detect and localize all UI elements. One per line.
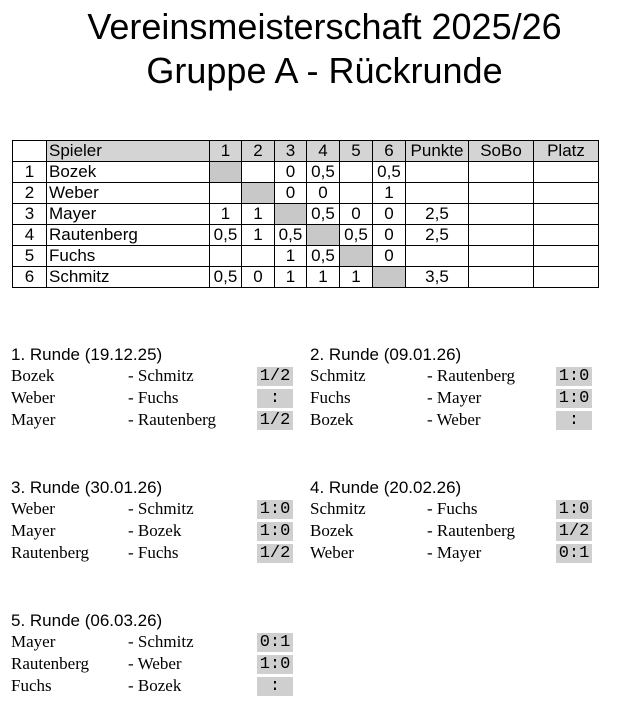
- row-number: 3: [13, 204, 47, 225]
- row-number: 2: [13, 183, 47, 204]
- sobo-cell: [469, 267, 534, 288]
- away-player: - Bozek: [128, 676, 182, 695]
- round-title: 5. Runde (06.03.26): [11, 611, 163, 630]
- player-name: Rautenberg: [47, 225, 210, 246]
- row-number: 4: [13, 225, 47, 246]
- round-3-block: [11, 478, 291, 564]
- score-cell: 0,5: [307, 204, 340, 225]
- away-player: - Fuchs: [427, 499, 478, 518]
- pairing-row: [310, 387, 590, 409]
- header-cell: Punkte: [406, 141, 469, 162]
- header-cell: Spieler: [47, 141, 210, 162]
- result-field[interactable]: 1:0: [556, 367, 592, 386]
- sobo-cell: [469, 246, 534, 267]
- result-field[interactable]: 0:1: [556, 544, 592, 563]
- header-cell: 5: [340, 141, 373, 162]
- pairing-row: [11, 631, 291, 653]
- table-row: [13, 225, 599, 246]
- round-title: 3. Runde (30.01.26): [11, 478, 163, 497]
- result-field[interactable]: 1:0: [257, 500, 293, 519]
- pairing-row: [11, 498, 291, 520]
- score-cell: 0: [242, 267, 275, 288]
- result-field[interactable]: :: [556, 411, 592, 430]
- result-field[interactable]: 1/2: [556, 522, 592, 541]
- home-player: Rautenberg: [11, 654, 90, 673]
- round-2-block: [310, 345, 590, 431]
- table-header-row: [13, 141, 599, 162]
- pairing-row: [310, 365, 590, 387]
- score-cell: 0,5: [210, 225, 242, 246]
- result-field[interactable]: 1/2: [257, 411, 293, 430]
- home-player: Bozek: [310, 410, 354, 429]
- result-field[interactable]: 1/2: [257, 367, 293, 386]
- score-cell: 0,5: [307, 246, 340, 267]
- score-cell: 1: [340, 267, 373, 288]
- player-name: Fuchs: [47, 246, 210, 267]
- rank-cell: [534, 267, 599, 288]
- score-cell: [242, 183, 275, 204]
- sobo-cell: [469, 183, 534, 204]
- home-player: Bozek: [11, 366, 55, 385]
- points-cell: 2,5: [406, 204, 469, 225]
- away-player: - Schmitz: [128, 499, 194, 518]
- score-cell: 0: [373, 225, 406, 246]
- pairing-row: [11, 520, 291, 542]
- score-cell: [210, 246, 242, 267]
- home-player: Rautenberg: [11, 543, 90, 562]
- round-5-block: [11, 611, 291, 697]
- pairing-row: [310, 409, 580, 431]
- score-cell: [242, 246, 275, 267]
- header-cell: 1: [210, 141, 242, 162]
- home-player: Mayer: [11, 632, 56, 651]
- away-player: - Rautenberg: [427, 366, 515, 385]
- sobo-cell: [469, 225, 534, 246]
- score-cell: 1: [275, 267, 307, 288]
- rank-cell: [534, 204, 599, 225]
- score-cell: [373, 267, 406, 288]
- home-player: Bozek: [310, 521, 354, 540]
- pairing-row: [11, 542, 291, 564]
- home-player: Mayer: [11, 410, 56, 429]
- home-player: Schmitz: [310, 499, 366, 518]
- points-cell: 2,5: [406, 225, 469, 246]
- score-cell: [340, 183, 373, 204]
- pairing-row: [310, 520, 590, 542]
- score-cell: 1: [373, 183, 406, 204]
- pairing-row: [310, 498, 590, 520]
- player-name: Mayer: [47, 204, 210, 225]
- result-field[interactable]: 1:0: [257, 655, 293, 674]
- standings-table: [12, 140, 599, 288]
- result-field[interactable]: 1:0: [556, 500, 592, 519]
- pairing-row: [11, 409, 291, 431]
- score-cell: 0: [275, 183, 307, 204]
- round-4-block: [310, 478, 590, 564]
- header-cell: Platz: [534, 141, 599, 162]
- score-cell: [275, 204, 307, 225]
- pairing-row: [11, 365, 291, 387]
- home-player: Weber: [11, 499, 55, 518]
- table-row: [13, 267, 599, 288]
- away-player: - Weber: [427, 410, 481, 429]
- score-cell: 0: [307, 183, 340, 204]
- score-cell: 0: [340, 204, 373, 225]
- away-player: - Bozek: [128, 521, 182, 540]
- away-player: - Weber: [128, 654, 182, 673]
- score-cell: 0: [373, 246, 406, 267]
- away-player: - Rautenberg: [427, 521, 515, 540]
- score-cell: 1: [242, 225, 275, 246]
- score-cell: 1: [275, 246, 307, 267]
- home-player: Fuchs: [310, 388, 351, 407]
- score-cell: 1: [210, 204, 242, 225]
- score-cell: [242, 162, 275, 183]
- round-1-block: [11, 345, 291, 431]
- table-row: [13, 246, 599, 267]
- pairing-row: [310, 542, 590, 564]
- points-cell: [406, 162, 469, 183]
- table-row: [13, 204, 599, 225]
- score-cell: 0: [373, 204, 406, 225]
- row-number: 1: [13, 162, 47, 183]
- rank-cell: [534, 183, 599, 204]
- result-field[interactable]: :: [257, 677, 293, 696]
- document-title: Vereinsmeisterschaft 2025/26: [87, 6, 562, 47]
- player-name: Bozek: [47, 162, 210, 183]
- away-player: - Mayer: [427, 543, 482, 562]
- pairing-row: [11, 387, 281, 409]
- result-field[interactable]: :: [257, 389, 293, 408]
- sobo-cell: [469, 204, 534, 225]
- round-title: 2. Runde (09.01.26): [310, 345, 462, 364]
- away-player: - Schmitz: [128, 366, 194, 385]
- away-player: - Mayer: [427, 388, 482, 407]
- home-player: Weber: [310, 543, 354, 562]
- row-number: 6: [13, 267, 47, 288]
- score-cell: 0: [275, 162, 307, 183]
- round-title: 1. Runde (19.12.25): [11, 345, 163, 364]
- score-cell: [210, 183, 242, 204]
- result-field[interactable]: 1:0: [257, 522, 293, 541]
- away-player: - Fuchs: [128, 543, 179, 562]
- home-player: Fuchs: [11, 676, 52, 695]
- header-cell: 2: [242, 141, 275, 162]
- score-cell: 0,5: [307, 162, 340, 183]
- result-field[interactable]: 1/2: [257, 544, 293, 563]
- group-subtitle: Gruppe A - Rückrunde: [146, 50, 503, 91]
- points-cell: 3,5: [406, 267, 469, 288]
- round-title: 4. Runde (20.02.26): [310, 478, 462, 497]
- away-player: - Schmitz: [128, 632, 194, 651]
- pairing-row: [11, 675, 281, 697]
- score-cell: 0,5: [210, 267, 242, 288]
- score-cell: 1: [242, 204, 275, 225]
- table-row: [13, 183, 599, 204]
- points-cell: [406, 246, 469, 267]
- rank-cell: [534, 162, 599, 183]
- sobo-cell: [469, 162, 534, 183]
- points-cell: [406, 183, 469, 204]
- score-cell: [307, 225, 340, 246]
- player-name: Weber: [47, 183, 210, 204]
- header-cell: 4: [307, 141, 340, 162]
- away-player: - Rautenberg: [128, 410, 216, 429]
- row-number: 5: [13, 246, 47, 267]
- table-row: [13, 162, 599, 183]
- score-cell: 1: [307, 267, 340, 288]
- player-name: Schmitz: [47, 267, 210, 288]
- header-cell: SoBo: [469, 141, 534, 162]
- away-player: - Fuchs: [128, 388, 179, 407]
- home-player: Schmitz: [310, 366, 366, 385]
- score-cell: 0,5: [373, 162, 406, 183]
- result-field[interactable]: 0:1: [257, 633, 293, 652]
- score-cell: [340, 162, 373, 183]
- header-cell: 6: [373, 141, 406, 162]
- score-cell: 0,5: [340, 225, 373, 246]
- rank-cell: [534, 225, 599, 246]
- home-player: Mayer: [11, 521, 56, 540]
- header-cell: 3: [275, 141, 307, 162]
- score-cell: [340, 246, 373, 267]
- score-cell: [210, 162, 242, 183]
- score-cell: 0,5: [275, 225, 307, 246]
- pairing-row: [11, 653, 291, 675]
- header-cell: [13, 141, 47, 162]
- home-player: Weber: [11, 388, 55, 407]
- result-field[interactable]: 1:0: [556, 389, 592, 408]
- rank-cell: [534, 246, 599, 267]
